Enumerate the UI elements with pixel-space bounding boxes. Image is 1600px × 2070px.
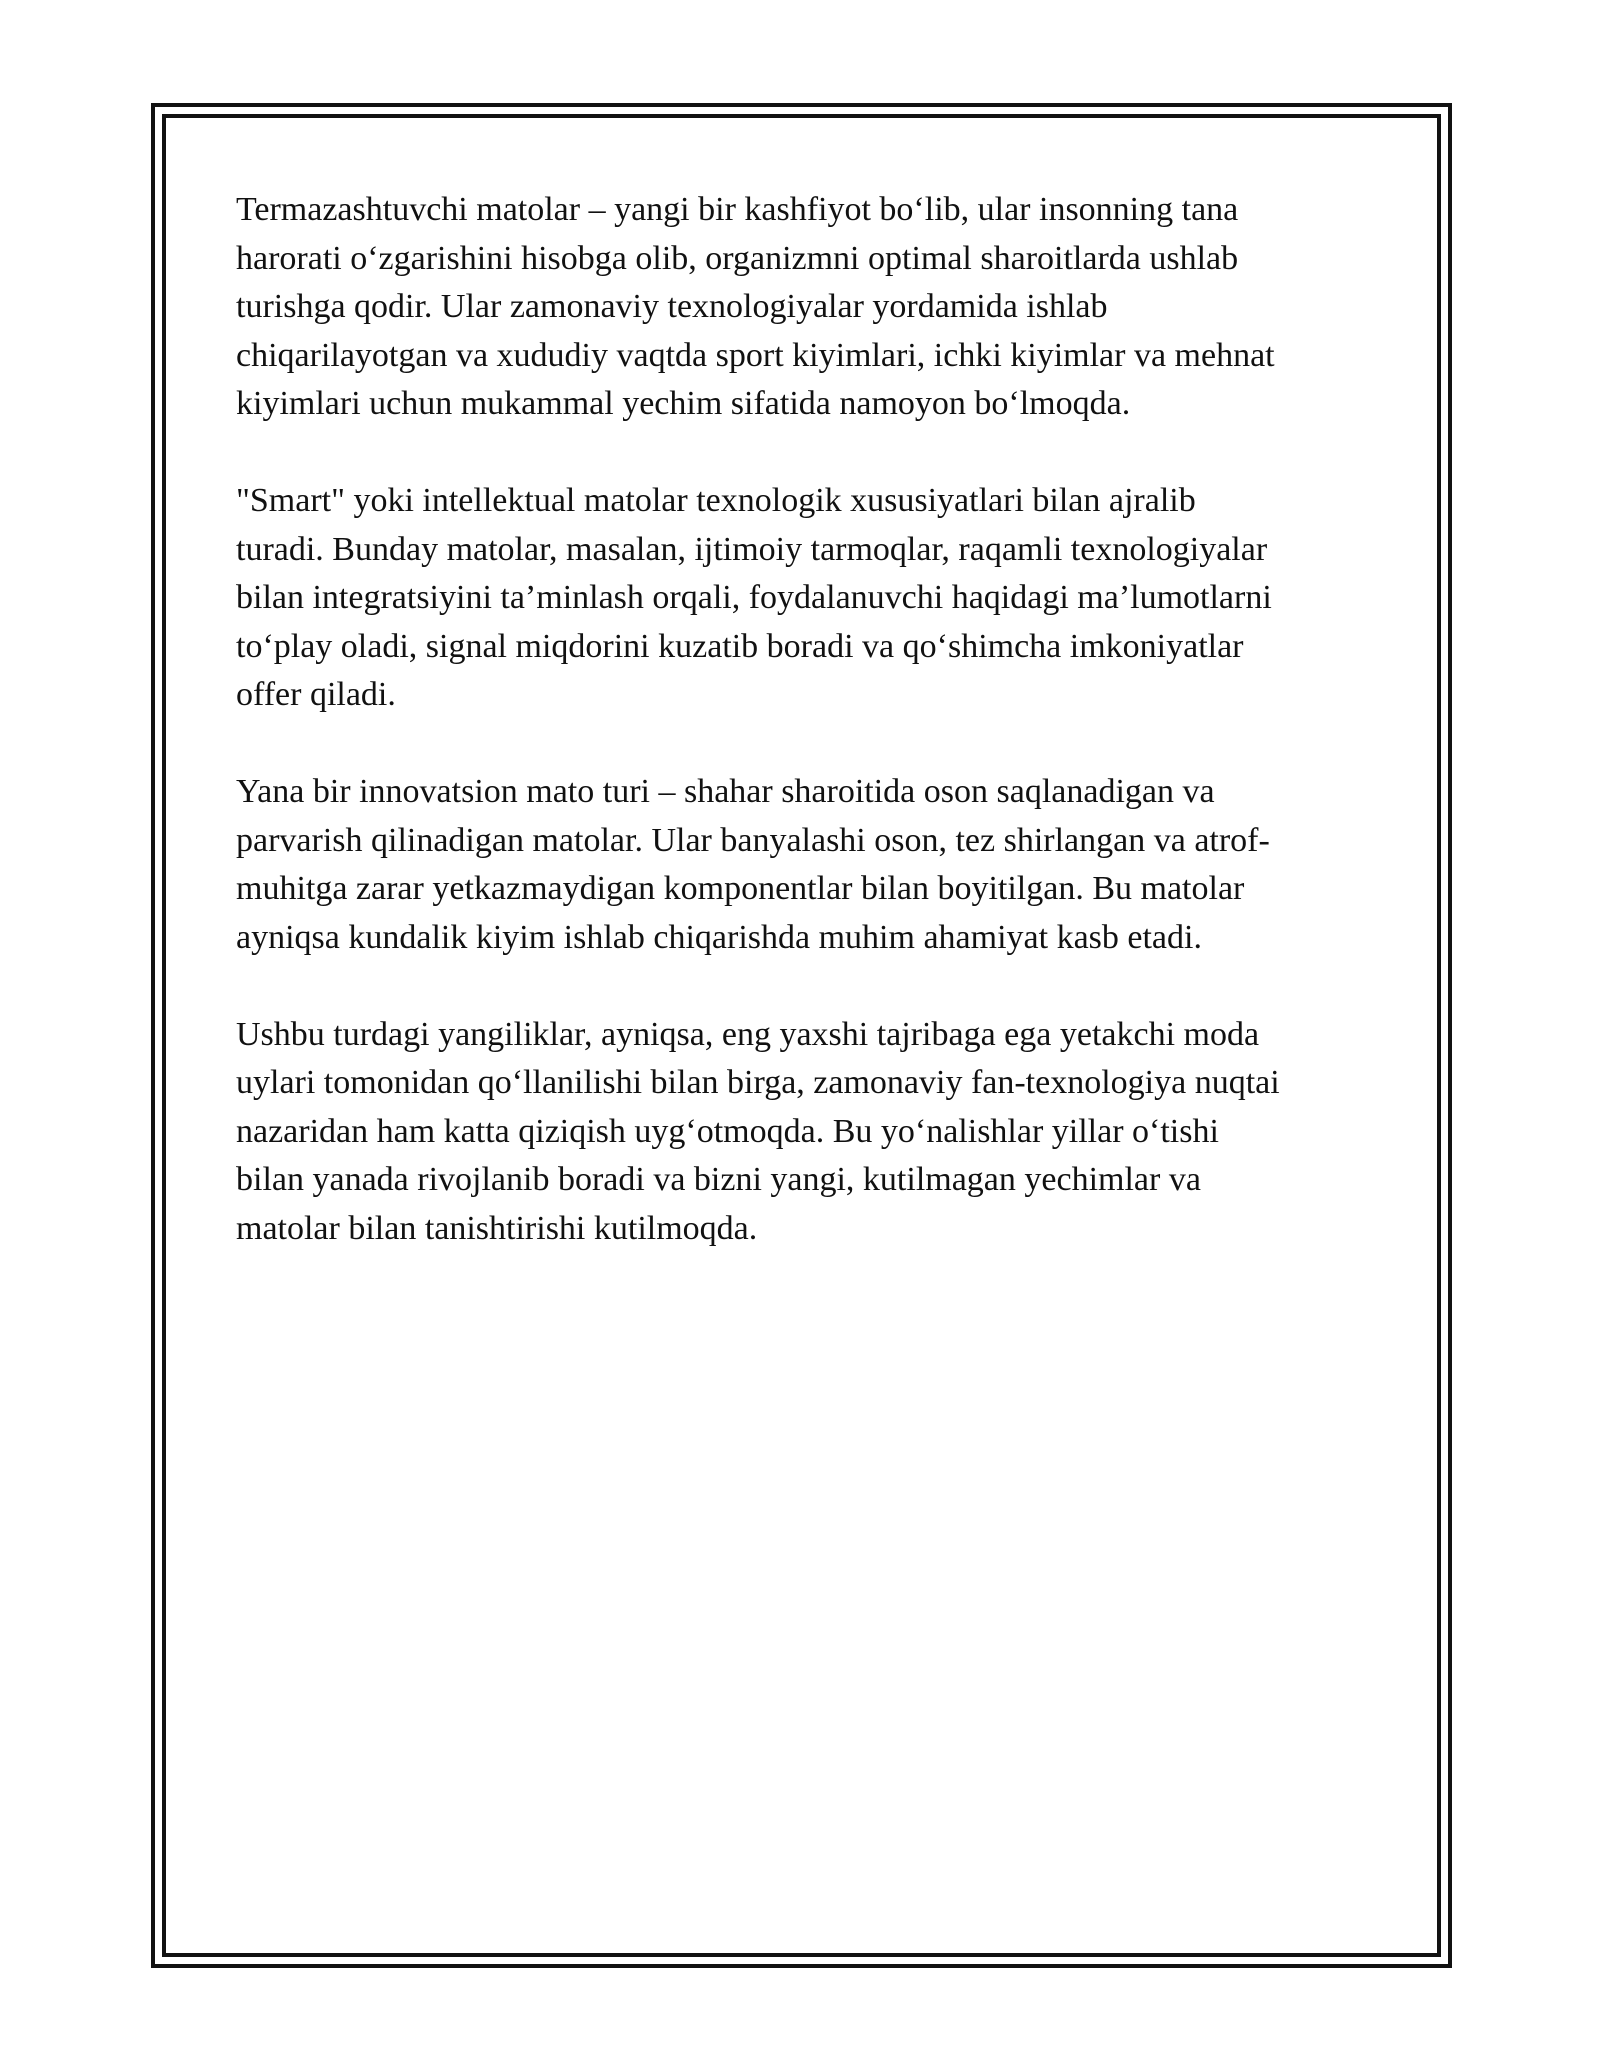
paragraph-line: Ushbu turdagi yangiliklar, ayniqsa, eng yaxshi tajribaga ega yetakchi moda: [236, 1015, 1260, 1053]
paragraph-4: [236, 1011, 1372, 1254]
paragraph-line: chiqarilayotgan va xududiy vaqtda sport kiyimlari, ichki kiyimlar va mehnat: [236, 336, 1275, 374]
paragraph-line: turishga qodir. Ular zamonaviy texnologiyalar yordamida ishlab: [236, 288, 1108, 325]
paragraph-line: ayniqsa kundalik kiyim ishlab chiqarishda muhim ahamiyat kasb etadi.: [236, 918, 1202, 956]
paragraph-line: Yana bir innovatsion mato turi – shahar sharoitida oson saqlanadigan va: [236, 773, 1215, 810]
paragraph-3: [236, 768, 1372, 962]
paragraph-line: Termazashtuvchi matolar – yangi bir kashfiyot bo‘lib, ular insonning tana: [236, 191, 1239, 228]
paragraph-line: muhitga zarar yetkazmaydigan komponentlar bilan boyitilgan. Bu matolar: [236, 870, 1245, 907]
paragraph-line: matolar bilan tanishtirishi kutilmoqda.: [236, 1209, 758, 1247]
paragraph-line: "Smart" yoki intellektual matolar texnologik xususiyatlari bilan ajralib: [236, 482, 1196, 519]
document-body: [236, 186, 1372, 1302]
paragraph-line: kiyimlari uchun mukammal yechim sifatida namoyon bo‘lmoqda.: [236, 385, 1131, 422]
paragraph-line: parvarish qilinadigan matolar. Ular banyalashi oson, tez shirlangan va atrof-: [236, 821, 1270, 859]
paragraph-line: nazaridan ham katta qiziqish uyg‘otmoqda. Bu yo‘nalishlar yillar o‘tishi: [236, 1112, 1219, 1150]
paragraph-line: bilan yanada rivojlanib boradi va bizni yangi, kutilmagan yechimlar va: [236, 1161, 1201, 1198]
paragraph-line: turadi. Bunday matolar, masalan, ijtimoiy tarmoqlar, raqamli texnologiyalar: [236, 530, 1268, 568]
paragraph-line: harorati o‘zgarishini hisobga olib, organizmni optimal sharoitlarda ushlab: [236, 239, 1239, 277]
paragraph-line: uylari tomonidan qo‘llanilishi bilan birga, zamonaviy fan-texnologiya nuqtai: [236, 1064, 1280, 1101]
paragraph-line: to‘play oladi, signal miqdorini kuzatib boradi va qo‘shimcha imkoniyatlar: [236, 627, 1244, 665]
paragraph-2: [236, 477, 1372, 720]
paragraph-line: bilan integratsiyini ta’minlash orqali, foydalanuvchi haqidagi ma’lumotlarni: [236, 579, 1272, 616]
paragraph-1: [236, 186, 1372, 429]
paragraph-line: offer qiladi.: [236, 676, 396, 713]
